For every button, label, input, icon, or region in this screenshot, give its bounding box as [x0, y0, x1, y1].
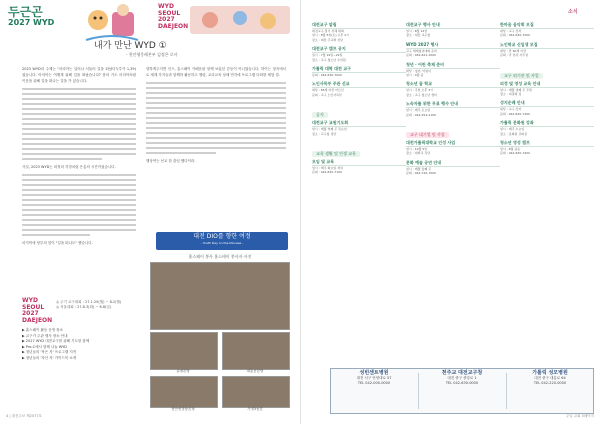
list-item: ▶ 홈스페이 활동 운영 장소	[22, 328, 63, 332]
news-block	[406, 22, 500, 38]
inset-logo-line: WYD	[22, 297, 38, 304]
sponsor-cell	[419, 371, 505, 385]
news-block-body	[312, 88, 406, 97]
news-block	[406, 140, 500, 156]
news-block-body	[500, 88, 594, 97]
news-line: 장소 : 교구 청소년 센터	[406, 92, 437, 97]
news-block-heading: 가톨릭 문화원 강좌	[500, 120, 594, 127]
page-folio: 주일 교회 5페이지	[565, 414, 594, 418]
sponsor-name: 천주교 대전교구청	[441, 370, 483, 376]
news-line: 일시 : 매월 둘째 주	[406, 166, 432, 171]
news-block-heading: 가톨릭 대학 대전 교구	[312, 66, 406, 73]
news-block-heading: 대전교구 캠프 공지	[312, 46, 406, 53]
news-block-body	[406, 29, 500, 38]
mascot-illustration-icon	[82, 2, 142, 42]
right-page	[300, 0, 600, 424]
page-folio: 4 | 대전주보 제2077호	[6, 414, 42, 418]
wyd-logo-line: 2027	[158, 16, 175, 23]
section-notice: 교구 외기관 및 사업	[500, 73, 543, 79]
news-block-body	[500, 147, 594, 156]
inset-date-line: ◎ 주기 교구대회 : 27.1.29(월) ~ 8.2(월)	[56, 300, 122, 304]
news-block	[312, 22, 406, 42]
sponsor-line: 대전 중구 대흥로 64	[534, 375, 566, 380]
news-line: 일시 : 8월 중순	[500, 147, 521, 152]
news-line: 문의 : 042-254-2100	[406, 112, 436, 117]
article-column-1	[22, 66, 136, 294]
news-block-body	[500, 107, 594, 116]
wyd-header-logo	[8, 6, 66, 27]
news-block-heading: 성지순례 안내	[500, 100, 594, 107]
news-block-heading: 노인사목부 주관 선교	[312, 81, 406, 88]
inset-list	[22, 328, 89, 361]
news-column-a	[312, 22, 406, 179]
photo-caption: 홈스페이 봉사 홈스테이 봉사자 사진	[188, 254, 252, 259]
news-line: 장소 : 대학교 강당	[406, 151, 431, 156]
photo	[222, 332, 290, 370]
list-item: ▶ 교구가 주관 행사 장소 안내	[22, 333, 68, 338]
news-block-body	[406, 88, 500, 97]
text-lines	[22, 174, 136, 236]
news-line: 문의 : 042-630-7400	[500, 151, 530, 156]
inset-wyd-logo	[22, 298, 52, 324]
news-block	[500, 22, 594, 38]
article-title: 내가 만난 WYD ①	[94, 41, 167, 51]
news-block-body	[500, 127, 594, 136]
photo-label: 대흥동본당	[246, 369, 264, 373]
photo	[222, 376, 290, 408]
news-block	[500, 81, 594, 97]
news-block-body	[406, 108, 500, 117]
header-illustration	[190, 6, 290, 34]
logo-line-1: 두근곤	[8, 5, 43, 19]
news-line: 일시 : 매주 수요일	[500, 127, 525, 132]
sponsor-cell	[507, 371, 593, 385]
news-block	[312, 159, 406, 175]
news-block	[406, 101, 500, 117]
news-line: 일시 : 8월 5일(토) 오후 2시	[312, 33, 350, 38]
sponsor-line: TEL 042-220-0000	[533, 380, 567, 385]
list-item: ▶ 2027 WYD 대전교구를 위해 기도함 함께	[22, 339, 90, 343]
photo-label: 유평본당	[176, 369, 190, 373]
news-block-body	[406, 147, 500, 156]
news-block-body	[312, 73, 406, 77]
section-notice: 교구 대기업 및 사업	[406, 132, 449, 138]
news-line: 대상 : 65세 이상 어르신	[312, 88, 344, 93]
inset-logo-line: DAEJEON	[22, 316, 53, 324]
inset-dates	[56, 300, 121, 310]
news-line: 일시 : 주일 오후 3시	[406, 88, 434, 93]
news-block-heading: 대전교구 알림	[312, 22, 406, 29]
news-block-heading: 노숙자를 위한 무료 행사 안내	[406, 101, 500, 108]
news-block-heading: 대전가톨릭대학교 인성 사업	[406, 140, 500, 147]
news-line: 대전교구 정기 성체 대회	[312, 29, 344, 33]
news-line: 문의 : 042-621-1000	[406, 53, 436, 58]
news-line: 일시 : 매월 넷째 주 주말	[500, 87, 532, 92]
news-block	[406, 160, 500, 176]
text-lines	[146, 82, 286, 154]
paragraph: 마지막에 당부의 말이 "길을 떠나도" 했습니다.	[22, 241, 93, 245]
news-block	[406, 42, 500, 58]
news-block-heading: 청소년 영성 캠프	[500, 140, 594, 147]
news-block-heading: 대전교구 행사 안내	[406, 22, 500, 29]
news-line: 일시 : 8월 12일	[406, 29, 428, 33]
news-line: 문의 : 042-630-7200	[500, 33, 530, 38]
news-block-body	[500, 29, 594, 38]
news-block	[500, 42, 594, 58]
news-line: 일시 : 매월 첫째 주 목요일	[312, 127, 347, 132]
news-block	[500, 140, 594, 156]
news-block	[500, 120, 594, 136]
news-block	[312, 46, 406, 62]
news-block	[406, 62, 500, 78]
list-item: ▶ 청년들의 '작은 자' 프로그램 지적	[22, 350, 77, 354]
photo	[150, 332, 218, 370]
news-block-body	[406, 69, 500, 78]
news-block-body	[312, 29, 406, 42]
news-line: 문의 : 042-630-7300	[500, 111, 530, 116]
news-block-heading: 모임 및 교육	[312, 159, 406, 166]
paragraph: 행상여는 선교 한 출임 했다이라.	[146, 159, 196, 163]
paragraph: 사실, 2023 WYD는 피정의 걱정처럼 은총의 시간이었습니다.	[22, 165, 116, 169]
news-block-heading: 한마음 음악회 모집	[500, 22, 594, 29]
news-line: 대상 : 교구 신자	[500, 29, 522, 33]
news-block-heading: 청년 · 어린 축제 준비	[406, 62, 500, 69]
sponsor-name: 가톨릭 성모병원	[532, 370, 568, 376]
news-line: 장소 : 대전 교구청	[406, 33, 431, 38]
news-line: 일시 : 10월 5일	[406, 147, 428, 152]
news-block-heading: WYD 2027 행사	[406, 42, 500, 49]
inset-logo-line: 2027	[22, 310, 39, 317]
news-line: 문의 : 042-630-7100	[312, 170, 342, 175]
news-block	[312, 120, 406, 136]
list-item: ▶ Pre-C에서 함께 나눌 WYD	[22, 344, 67, 349]
news-line: 장소 : 피정의 집	[500, 92, 522, 97]
news-line: 대상 : 청년, 어린이	[406, 68, 432, 73]
wyd-info-inset	[22, 298, 136, 398]
wyd-logo-line: SEOUL	[158, 9, 181, 17]
paragraph: 2023 WYD의 주제는 "마리아는 일어나 서둘러 길을 떠났다"(루카 1,39)였습니다. 아마아는 여행계 위해 길을 떠났습니다? 몸의 기도 마리아처럼 이웃을 위해 길을 떠나는 길을 가 있습니다.	[22, 67, 136, 83]
main-photo	[150, 262, 290, 330]
wyd-logo-line: DAEJEON	[158, 22, 189, 30]
wyd-logo-line: WYD	[158, 3, 174, 10]
article-column-2	[146, 66, 286, 206]
list-item: ▶ 청년들의 '자산 자' 가이드북 소개	[22, 355, 77, 360]
sponsor-line: 대전 서구 안양대로 57	[356, 375, 392, 380]
section-notice: 공지	[312, 112, 328, 118]
news-line: 문의 : 각 본당 사무실	[500, 53, 529, 58]
news-block-body	[312, 127, 406, 136]
photo-label: 가정3동본	[247, 407, 263, 411]
sponsor-line: 대전 중구 중앙로 1	[447, 375, 477, 380]
news-block-heading: 피정 및 영성 교육 안내	[500, 81, 594, 88]
news-block-heading: 대전교구 교원기도회	[312, 120, 406, 127]
news-line: 일시 : 매주 화요일 저녁	[312, 166, 343, 171]
sponsor-line: TEL 042-630-0000	[445, 380, 479, 385]
news-line: 장소 : 교구 청소년 수련원	[312, 57, 346, 62]
text-lines	[22, 88, 136, 160]
news-line: 장소 : 문화원 강의실	[500, 131, 528, 136]
news-block-body	[406, 49, 500, 58]
feature-subtitle: - Youth Day on the Diocese -	[200, 241, 244, 245]
feature-banner	[156, 232, 288, 250]
section-tag: 소식	[568, 9, 578, 15]
news-block-body	[406, 167, 500, 176]
news-line: 일시 : 7월 19일~22일	[312, 53, 343, 58]
news-line: 문의 : 042-720-7000	[406, 171, 436, 176]
news-column-c	[500, 22, 594, 160]
news-block	[500, 100, 594, 116]
news-line: 장소 : 교구청 성당	[312, 131, 337, 136]
photo	[150, 376, 218, 408]
photo-label: 천안성정동본당	[171, 407, 195, 411]
feature-title: 대전 DIO를 향한 여정	[193, 233, 251, 240]
logo-line-2: 2027 WYD	[8, 18, 55, 27]
news-line: 대상 : 만 60세 이상	[500, 48, 527, 53]
news-line: 일시 : 매주 토요일	[406, 108, 431, 113]
news-line: 일시 : 9월 중	[406, 73, 424, 78]
news-block-heading: 청소년 꿈 학교	[406, 81, 500, 88]
news-line: 장소 : 대전 주교좌 성당	[312, 37, 343, 42]
paragraph: 향하게주지면 인으, 흥스페이 카페운판 함께 보았던 감동이 아니였습니다. 하이는 청지에서 로 세계 각지들과 함께하 활동하고 행령, 교리교육 상헤 연각에 프로그램 다화를 체험 결.	[146, 67, 286, 77]
news-line: 문의 : 042-630-7000	[312, 73, 342, 78]
sponsor-name: 성빈센트병원	[359, 370, 389, 376]
news-block-body	[312, 166, 406, 175]
news-block	[312, 81, 406, 97]
sponsor-line: TEL 042-000-0000	[357, 380, 391, 385]
news-block-heading: 문화 예술 공연 안내	[406, 160, 500, 167]
sponsor-cell	[331, 371, 417, 385]
sponsor-footer	[330, 368, 594, 414]
news-line: 교구 세계청년대회 준비	[406, 48, 437, 53]
inset-date-line: ◎ 서울대회 : 27.8.3(화) ~ 8.8(일)	[56, 305, 112, 309]
news-column-b	[406, 22, 500, 180]
news-line: 문의 : 교구 노인사목부	[312, 92, 342, 97]
inset-logo-line: SEOUL	[22, 303, 45, 311]
section-notice: 교육 생활 및 인생 교육	[312, 151, 360, 157]
news-block-body	[500, 49, 594, 58]
news-block-heading: 노인학교 신입생 모집	[500, 42, 594, 49]
news-block	[406, 81, 500, 97]
news-line: 대상 : 교구 신자	[500, 107, 522, 112]
news-block	[312, 66, 406, 77]
news-block-body	[312, 53, 406, 62]
article-author: - 천안영웅레본부 김정은 로사	[126, 52, 178, 57]
